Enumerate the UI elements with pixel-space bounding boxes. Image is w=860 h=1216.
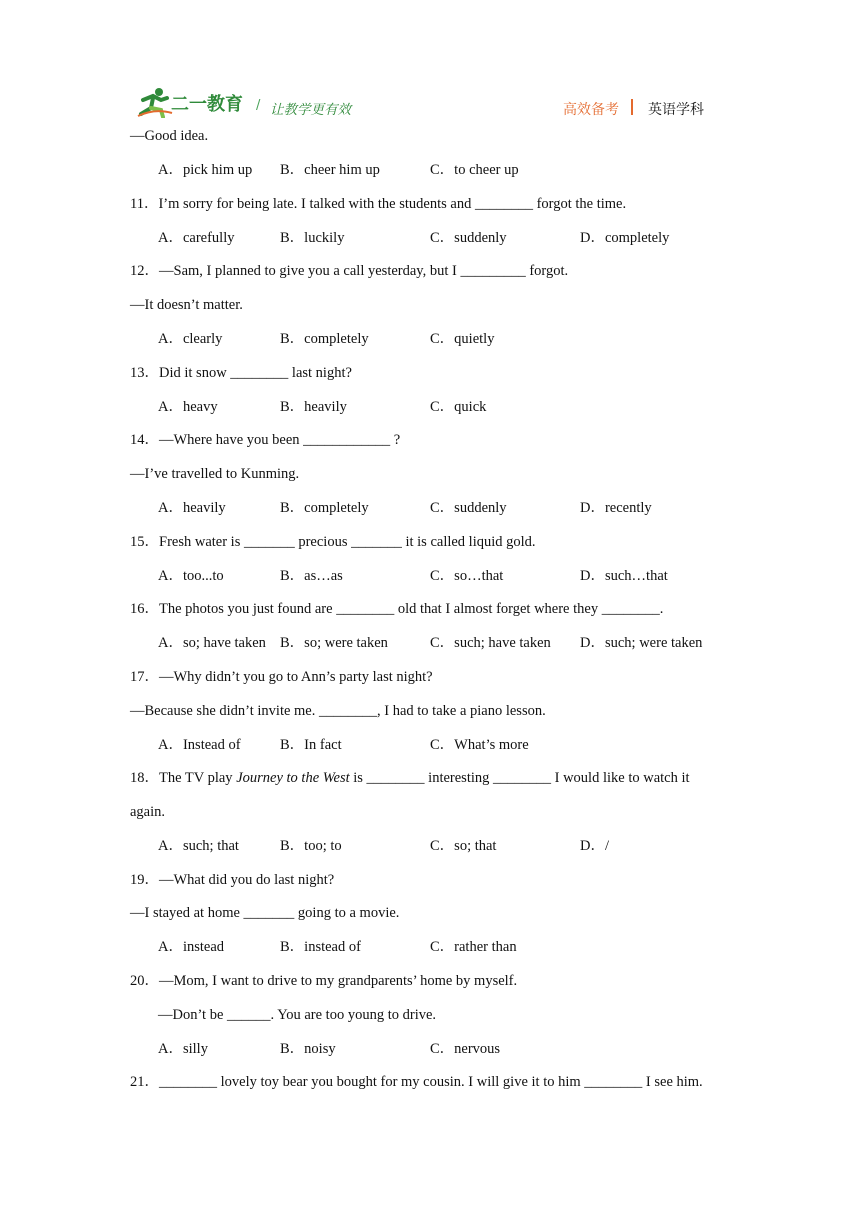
q11-option-b: B．luckily — [280, 230, 345, 246]
q17-option-a: A．Instead of — [158, 737, 241, 753]
q18-stem-post: is ________ interesting ________ I would like to watch it — [349, 770, 690, 786]
q18-option-b: B．too; to — [280, 838, 342, 854]
q11-option-d: D．completely — [580, 230, 670, 246]
q12-option-a: A．clearly — [158, 331, 223, 347]
q15-option-c: C．so…that — [430, 568, 504, 584]
q11-option-c: C．suddenly — [430, 230, 507, 246]
q10-option-b: B．cheer him up — [280, 162, 380, 178]
q16-option-d: D．such; were taken — [580, 635, 703, 651]
q12-reply: —It doesn’t matter. — [130, 297, 243, 313]
q20-option-c: C．nervous — [430, 1041, 501, 1057]
q16-stem: 16．The photos you just found are ________ old that I almost forget where they ________. — [130, 601, 664, 617]
q19-option-b: B．instead of — [280, 939, 361, 955]
q18-option-c: C．so; that — [430, 838, 497, 854]
q18-title: Journey to the West — [236, 770, 350, 786]
q20-option-b: B．noisy — [280, 1041, 336, 1057]
q18-stem-pre: 18．The TV play — [130, 770, 237, 786]
q16-option-c: C．such; have taken — [430, 635, 551, 651]
q13-option-c: C．quick — [430, 399, 487, 415]
q11-option-a: A．carefully — [158, 230, 235, 246]
exam-label: 高效备考 — [563, 102, 619, 118]
q15-option-d: D．such…that — [580, 568, 668, 584]
q19-option-a: A．instead — [158, 939, 225, 955]
q13-option-b: B．heavily — [280, 399, 347, 415]
q13-stem: 13．Did it snow ________ last night? — [130, 365, 352, 381]
q17-option-c: C．What’s more — [430, 737, 529, 753]
q20-option-a: A．silly — [158, 1041, 208, 1057]
q17-option-b: B．In fact — [280, 737, 342, 753]
q15-option-a: A．too...to — [158, 568, 224, 584]
q21-stem: 21．________ lovely toy bear you bought for my cousin. I will give it to him ________ I see him. — [130, 1074, 703, 1090]
q16-option-a: A．so; have taken — [158, 635, 266, 651]
q10-answer-line: —Good idea. — [130, 128, 209, 144]
header-divider — [631, 99, 633, 115]
page-header — [0, 0, 860, 130]
q18-stem — [130, 769, 690, 787]
q18-stem-continued: again. — [130, 804, 166, 820]
runner-logo-icon — [137, 86, 173, 118]
q10-option-c: C．to cheer up — [430, 162, 519, 178]
q12-stem: 12．—Sam, I planned to give you a call yesterday, but I _________ forgot. — [130, 263, 569, 279]
q15-stem: 15．Fresh water is _______ precious _______ it is called liquid gold. — [130, 534, 536, 550]
header-slash: / — [256, 98, 261, 113]
q17-stem: 17．—Why didn’t you go to Ann’s party last night? — [130, 669, 433, 685]
q18-option-a: A．such; that — [158, 838, 239, 854]
q19-stem: 19．—What did you do last night? — [130, 872, 335, 888]
logo — [137, 86, 249, 118]
subject-label: 英语学科 — [648, 102, 704, 118]
q14-option-a: A．heavily — [158, 500, 226, 516]
q14-stem: 14．—Where have you been ____________ ? — [130, 432, 401, 448]
q12-option-b: B．completely — [280, 331, 369, 347]
q14-reply: —I’ve travelled to Kunming. — [130, 466, 300, 482]
q13-option-a: A．heavy — [158, 399, 218, 415]
q14-option-d: D．recently — [580, 500, 652, 516]
q11-stem: 11．I’m sorry for being late. I talked with the students and ________ forgot the time. — [130, 196, 627, 212]
q19-option-c: C．rather than — [430, 939, 517, 955]
q14-option-c: C．suddenly — [430, 500, 507, 516]
q12-option-c: C．quietly — [430, 331, 495, 347]
q20-stem: 20．—Mom, I want to drive to my grandparents’ home by myself. — [130, 973, 518, 989]
header-slogan: 让教学更有效 — [270, 102, 351, 118]
q18-option-d: D．/ — [580, 838, 609, 854]
q17-reply: —Because she didn’t invite me. ________, I had to take a piano lesson. — [130, 703, 546, 719]
q14-option-b: B．completely — [280, 500, 369, 516]
logo-text: 二一教育 — [171, 94, 243, 115]
q16-option-b: B．so; were taken — [280, 635, 388, 651]
q15-option-b: B．as…as — [280, 568, 343, 584]
q10-option-a: A．pick him up — [158, 162, 253, 178]
q20-reply: —Don’t be ______. You are too young to drive. — [158, 1007, 437, 1023]
q19-reply: —I stayed at home _______ going to a movie. — [130, 905, 400, 921]
